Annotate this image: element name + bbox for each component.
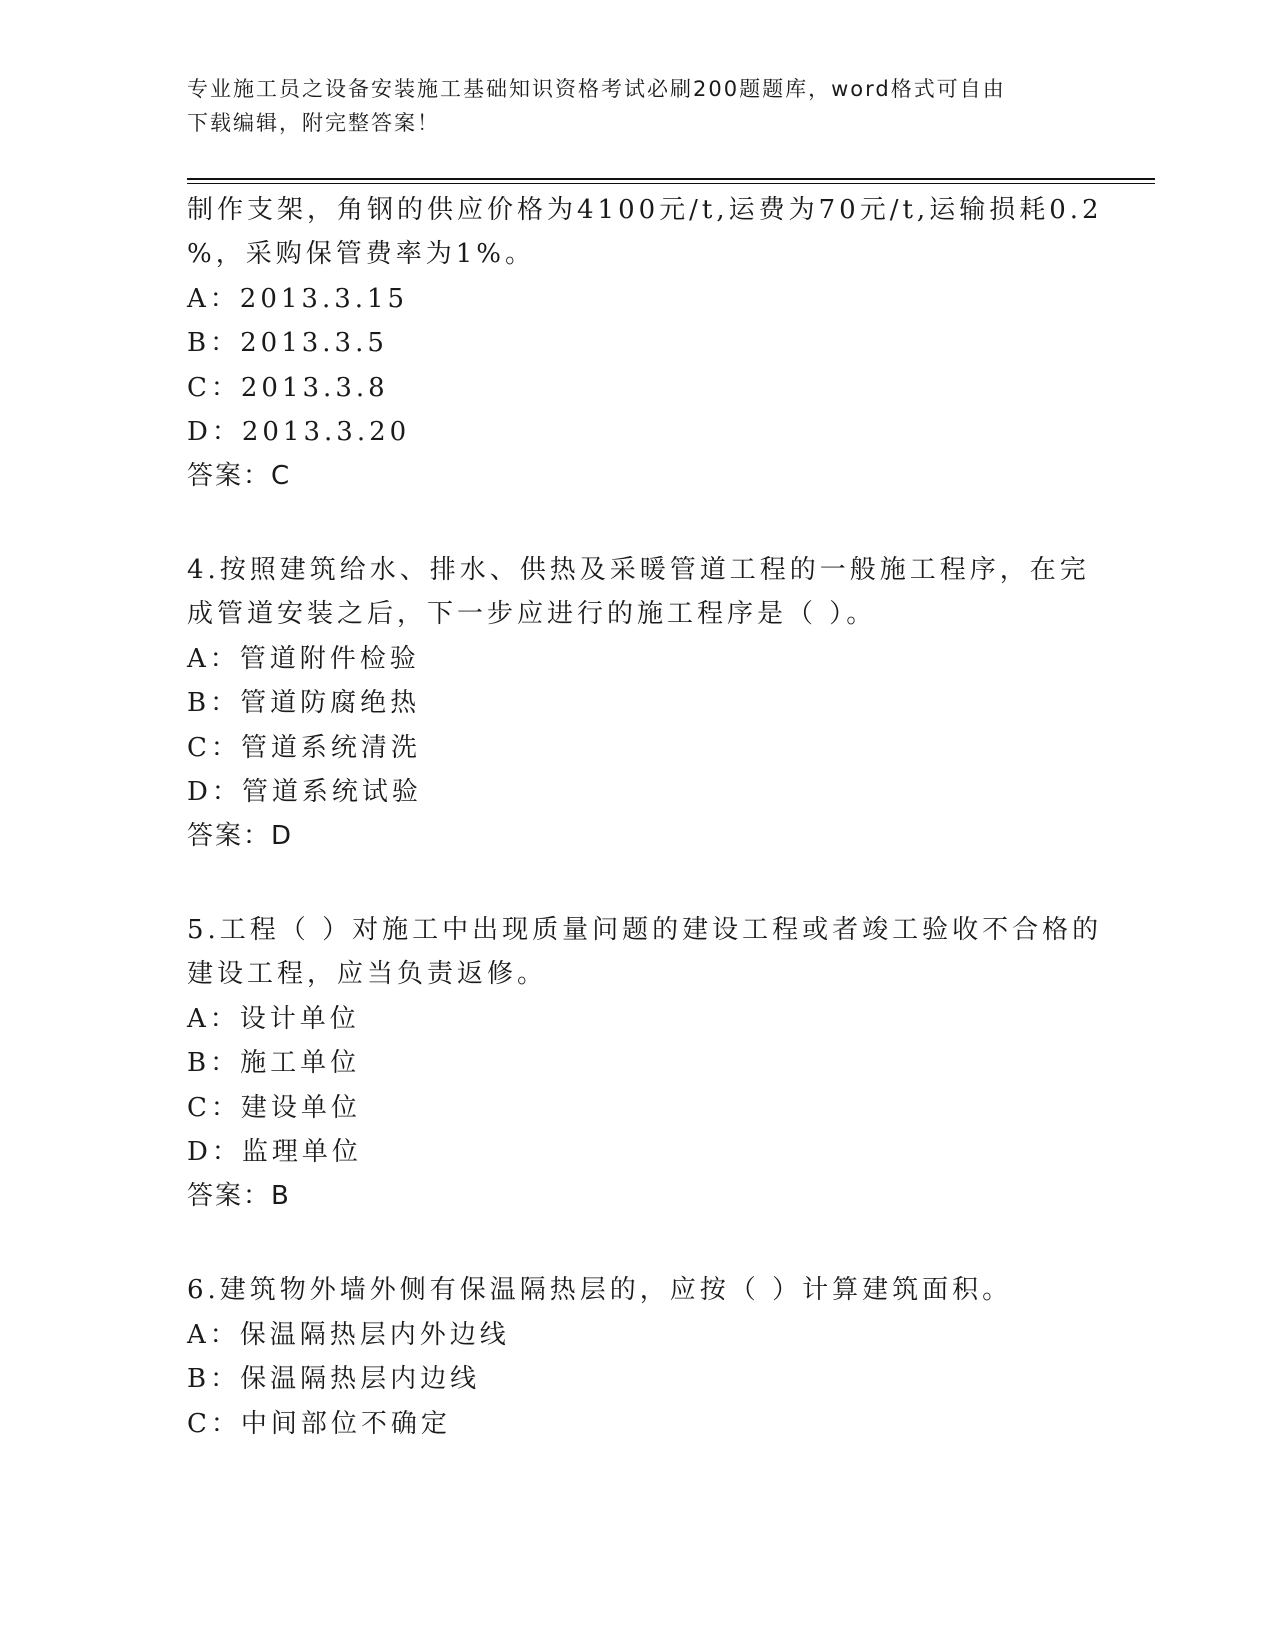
q4-option-b: B：管道防腐绝热 — [187, 688, 421, 718]
q4-text-line-1: 4.按照建筑给水、排水、供热及采暖管道工程的一般施工程序，在完 — [187, 555, 1090, 585]
q3-option-a: A：2013.3.15 — [187, 284, 409, 314]
document-header — [187, 72, 1067, 140]
q5-option-a: A：设计单位 — [187, 1004, 360, 1034]
q6-option-b: B：保温隔热层内边线 — [187, 1364, 481, 1394]
q4-option-d: D：管道系统试验 — [187, 777, 422, 807]
q3-answer: 答案：C — [187, 461, 292, 491]
q3-text-line-1: 制作支架，角钢的供应价格为4100元/t,运费为70元/t,运输损耗0.2 — [187, 195, 1103, 225]
q6-option-c: C：中间部位不确定 — [187, 1409, 451, 1439]
q4-text-line-2: 成管道安装之后，下一步应进行的施工程序是（ ）。 — [187, 599, 877, 629]
q3-option-d: D：2013.3.20 — [187, 417, 411, 447]
header-divider-thin — [187, 183, 1155, 184]
header-divider-thick — [187, 178, 1155, 180]
q5-option-d: D：监理单位 — [187, 1137, 362, 1167]
q3-option-b: B：2013.3.5 — [187, 328, 388, 358]
q5-text-line-1: 5.工程（ ）对施工中出现质量问题的建设工程或者竣工验收不合格的 — [187, 915, 1103, 945]
header-line-2: 下载编辑，附完整答案！ — [187, 111, 440, 135]
q5-answer: 答案：B — [187, 1181, 291, 1211]
q5-text-line-2: 建设工程，应当负责返修。 — [187, 959, 548, 989]
q5-option-c: C：建设单位 — [187, 1093, 361, 1123]
q5-option-b: B：施工单位 — [187, 1048, 361, 1078]
q3-option-c: C：2013.3.8 — [187, 373, 389, 403]
q6-option-a: A：保温隔热层内外边线 — [187, 1320, 510, 1350]
header-line-1: 专业施工员之设备安装施工基础知识资格考试必刷200题题库，word格式可自由 — [187, 77, 1006, 101]
q4-option-a: A：管道附件检验 — [187, 644, 420, 674]
q4-option-c: C：管道系统清洗 — [187, 733, 421, 763]
q4-answer: 答案：D — [187, 821, 294, 851]
q6-text-line-1: 6.建筑物外墙外侧有保温隔热层的，应按（ ）计算建筑面积。 — [187, 1275, 1013, 1305]
q3-text-line-2: %，采购保管费率为1%。 — [187, 239, 535, 269]
